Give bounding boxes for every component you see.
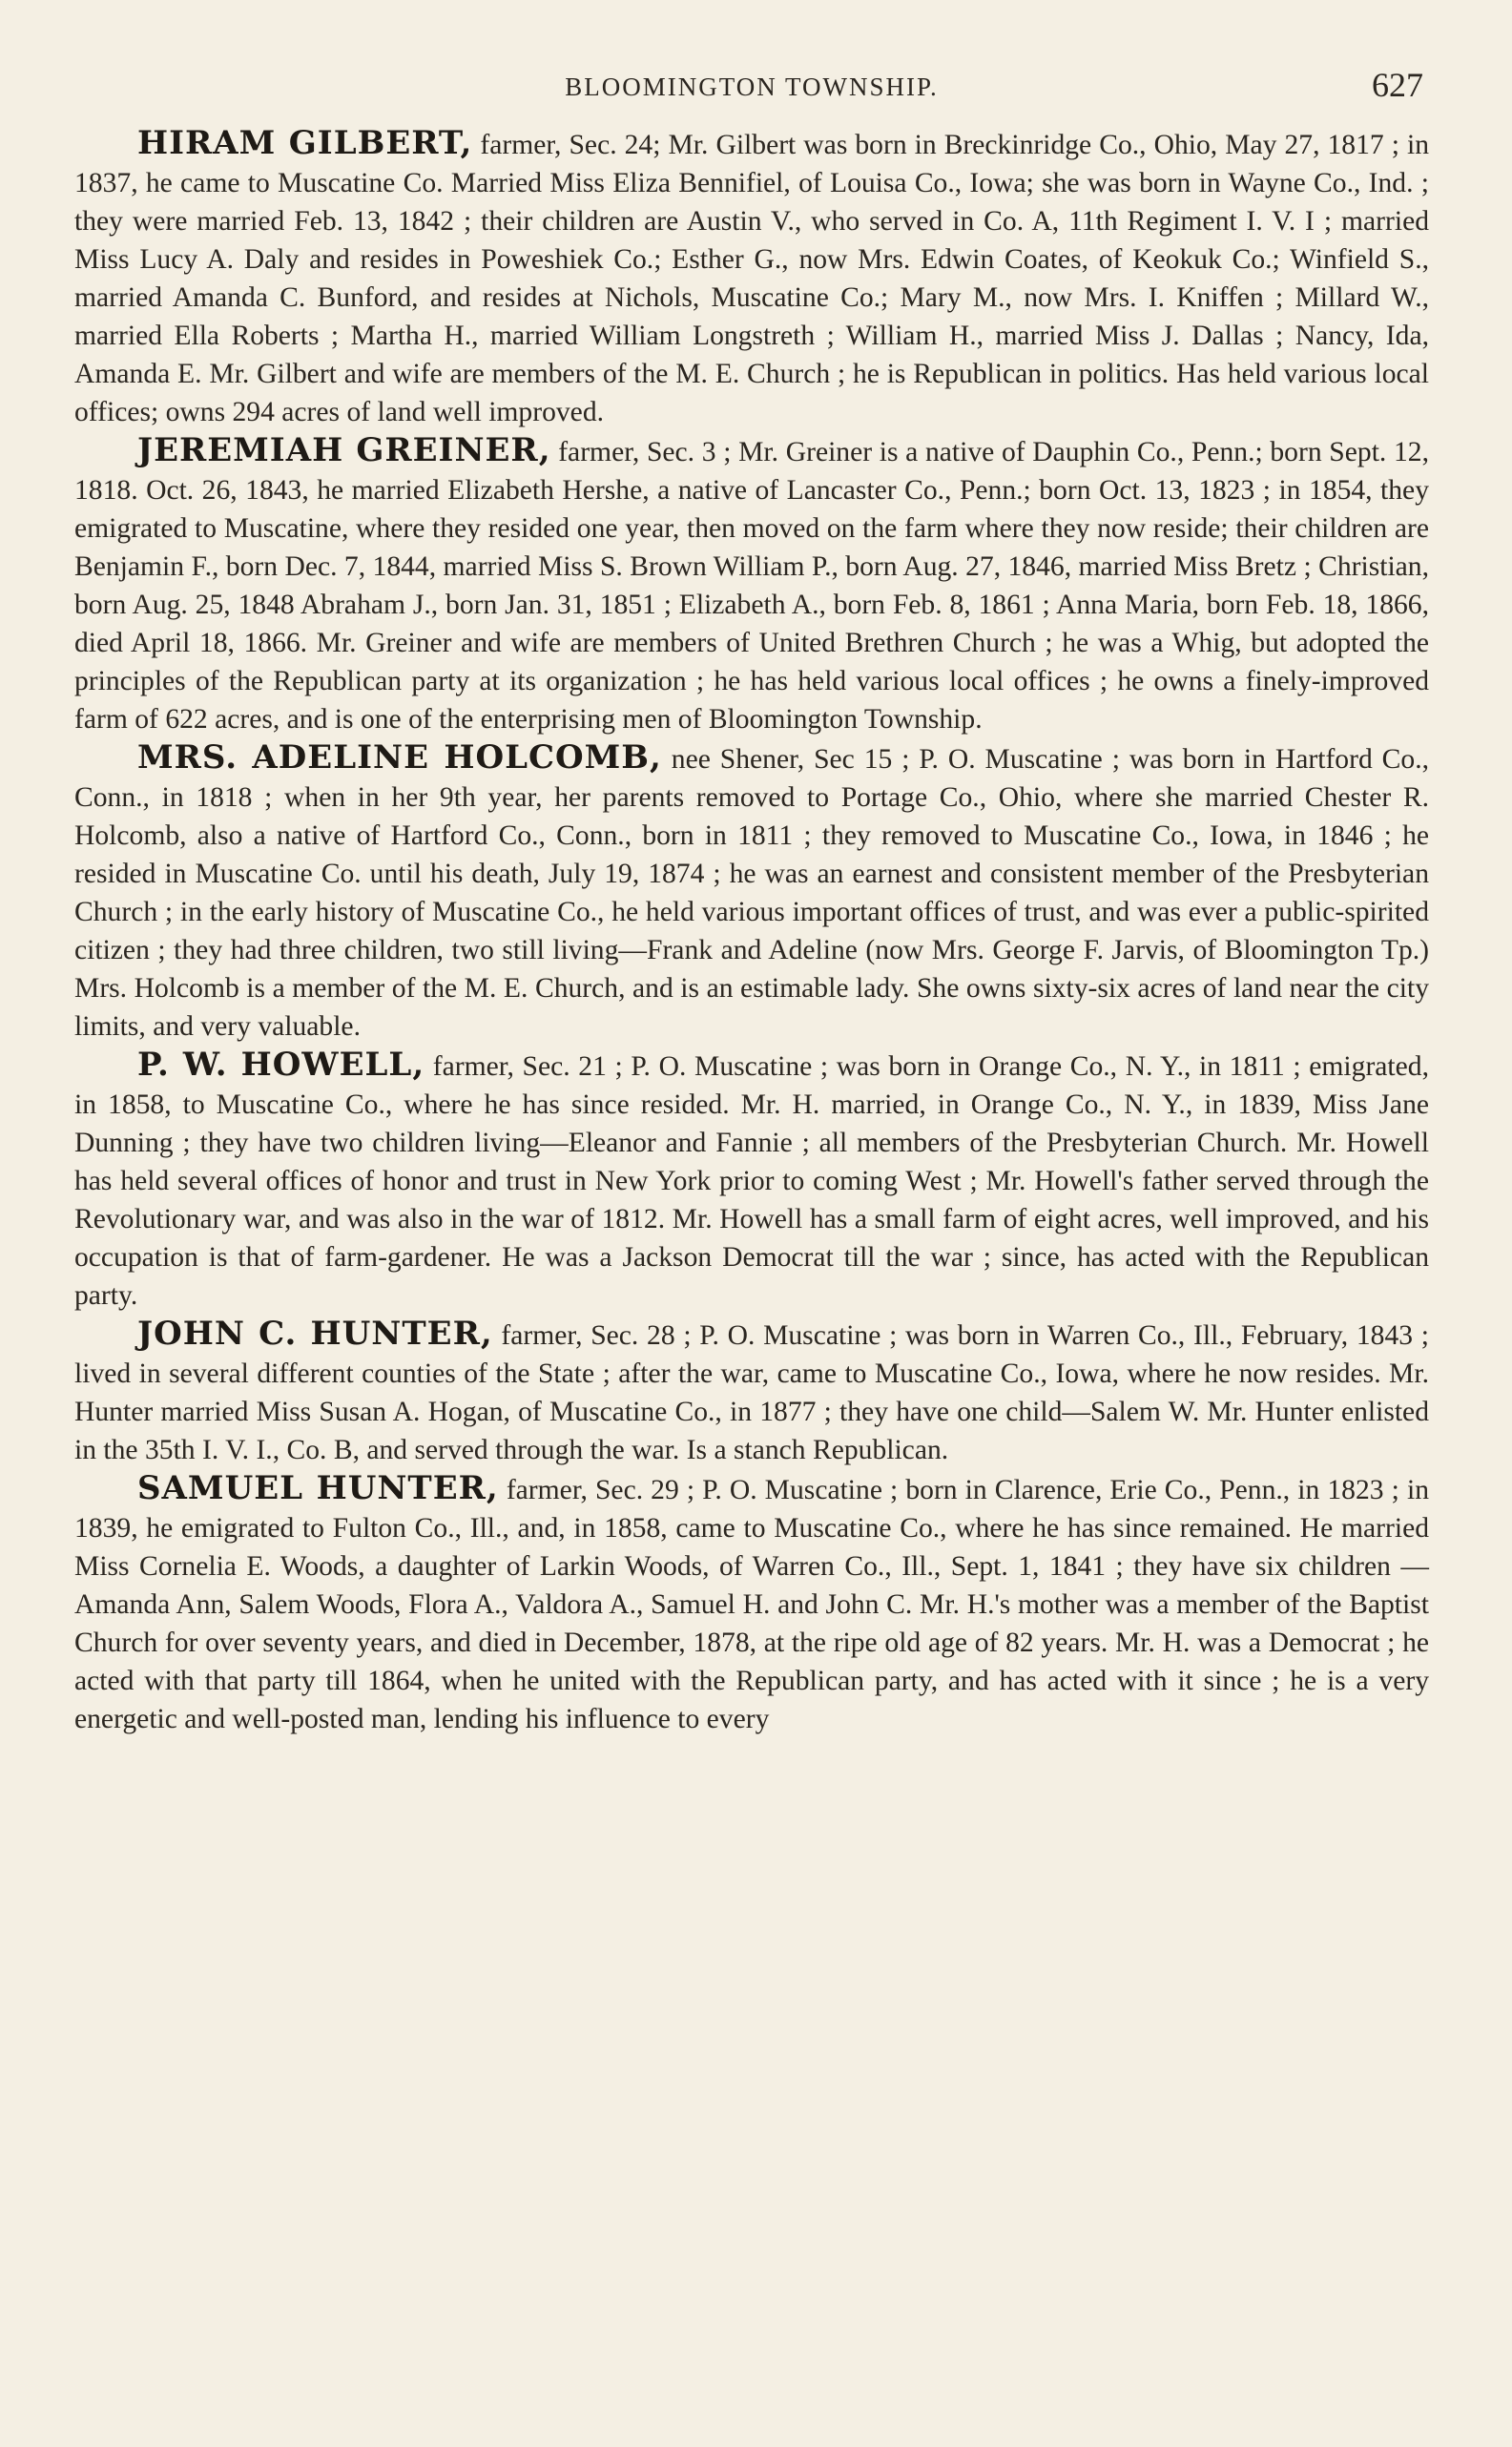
biography-entry [74,1469,1429,1738]
biography-entry [74,124,1429,431]
entry-text: farmer, Sec. 29 ; P. O. Muscatine ; born in Clarence, Erie Co., Penn., in 1823 ; in 1839, he emigrated to Fulton Co., Ill., and, in 1858, came to Muscatine Co., where he has since remained. He married Miss Cornelia E. Woods, a daughter of Larkin Woods, of Warren Co., Ill., Sept. 1, 1841 ; they have six children —Amanda Ann, Salem Woods, Flora A., Valdora A., Samuel H. and John C. Mr. H.'s mother was a member of the Baptist Church for over seventy years, and died in December, 1878, at the ripe old age of 82 years. Mr. H. was a Democrat ; he acted with that party till 1864, when he united with the Republican party, and has acted with it since ; he is a very energetic and well-posted man, lending his influence to every [74,1475,1429,1734]
entry-name: HIRAM GILBERT, [137,124,473,162]
entry-name: JEREMIAH GREINER, [137,431,551,469]
entry-name: SAMUEL HUNTER, [137,1469,499,1507]
page-number: 627 [1372,66,1423,104]
running-head [74,59,1429,116]
entry-text: farmer, Sec. 28 ; P. O. Muscatine ; was born in Warren Co., Ill., February, 1843 ; lived in several different counties of the State ; after the war, came to Muscatine Co., Iowa, where he now resides. Mr. Hunter married Miss Susan A. Hogan, of Muscatine Co., in 1877 ; they have one child—Salem W. Mr. Hunter enlisted in the 35th I. V. I., Co. B, and served through the war. Is a stanch Republican. [74,1320,1429,1465]
biography-entry [74,1315,1429,1469]
entry-name: JOHN C. HUNTER, [137,1315,493,1353]
book-page [74,59,1429,1738]
entry-text: nee Shener, Sec 15 ; P. O. Muscatine ; was born in Hartford Co., Conn., in 1818 ; when in her 9th year, her parents removed to Portage Co., Ohio, where she married Chester R. Holcomb, also a native of Hartford Co., Conn., born in 1811 ; they removed to Muscatine Co., Iowa, in 1846 ; he resided in Muscatine Co. until his death, July 19, 1874 ; he was an earnest and consistent member of the Presbyterian Church ; in the early history of Muscatine Co., he held various important offices of trust, and was ever a public-spirited citizen ; they had three children, two still living—Frank and Adeline (now Mrs. George F. Jarvis, of Bloomington Tp.) Mrs. Holcomb is a member of the M. E. Church, and is an estimable lady. She owns sixty-six acres of land near the city limits, and very valuable. [74,744,1429,1042]
entry-text: farmer, Sec. 24; Mr. Gilbert was born in Breckinridge Co., Ohio, May 27, 1817 ; in 1837, he came to Muscatine Co. Married Miss Eliza Bennifiel, of Louisa Co., Iowa; she was born in Wayne Co., Ind. ; they were married Feb. 13, 1842 ; their children are Austin V., who served in Co. A, 11th Regiment I. V. I ; married Miss Lucy A. Daly and resides in Poweshiek Co.; Esther G., now Mrs. Edwin Coates, of Keokuk Co.; Winfield S., married Amanda C. Bunford, and resides at Nichols, Muscatine Co.; Mary M., now Mrs. I. Kniffen ; Millard W., married Ella Roberts ; Martha H., married William Longstreth ; William H., married Miss J. Dallas ; Nancy, Ida, Amanda E. Mr. Gilbert and wife are members of the M. E. Church ; he is Republican in politics. Has held various local offices; owns 294 acres of land well improved. [74,130,1429,427]
running-title: BLOOMINGTON TOWNSHIP. [565,73,939,101]
entry-text: farmer, Sec. 21 ; P. O. Muscatine ; was born in Orange Co., N. Y., in 1811 ; emigrated, in 1858, to Muscatine Co., where he has since resided. Mr. H. married, in Orange Co., N. Y., in 1839, Miss Jane Dunning ; they have two children living—Eleanor and Fannie ; all members of the Presbyterian Church. Mr. Howell has held several offices of honor and trust in New York prior to coming West ; Mr. Howell's father served through the Revolutionary war, and was also in the war of 1812. Mr. Howell has a small farm of eight acres, well improved, and his occupation is that of farm-gardener. He was a Jackson Democrat till the war ; since, has acted with the Republican party. [74,1051,1429,1311]
biography-entries [74,124,1429,1738]
entry-text: farmer, Sec. 3 ; Mr. Greiner is a native of Dauphin Co., Penn.; born Sept. 12, 1818. Oct. 26, 1843, he married Elizabeth Hershe, a native of Lancaster Co., Penn.; born Oct. 13, 1823 ; in 1854, they emigrated to Muscatine, where they resided one year, then moved on the farm where they now reside; their children are Benjamin F., born Dec. 7, 1844, married Miss S. Brown William P., born Aug. 27, 1846, married Miss Bretz ; Christian, born Aug. 25, 1848 Abraham J., born Jan. 31, 1851 ; Elizabeth A., born Feb. 8, 1861 ; Anna Maria, born Feb. 18, 1866, died April 18, 1866. Mr. Greiner and wife are members of United Brethren Church ; he was a Whig, but adopted the principles of the Republican party at its organization ; he has held various local offices ; he owns a finely-improved farm of 622 acres, and is one of the enterprising men of Bloomington Township. [74,437,1429,735]
biography-entry [74,738,1429,1046]
entry-name: P. W. HOWELL, [137,1046,425,1084]
biography-entry [74,1046,1429,1315]
biography-entry [74,431,1429,738]
entry-name: MRS. ADELINE HOLCOMB, [137,738,662,777]
